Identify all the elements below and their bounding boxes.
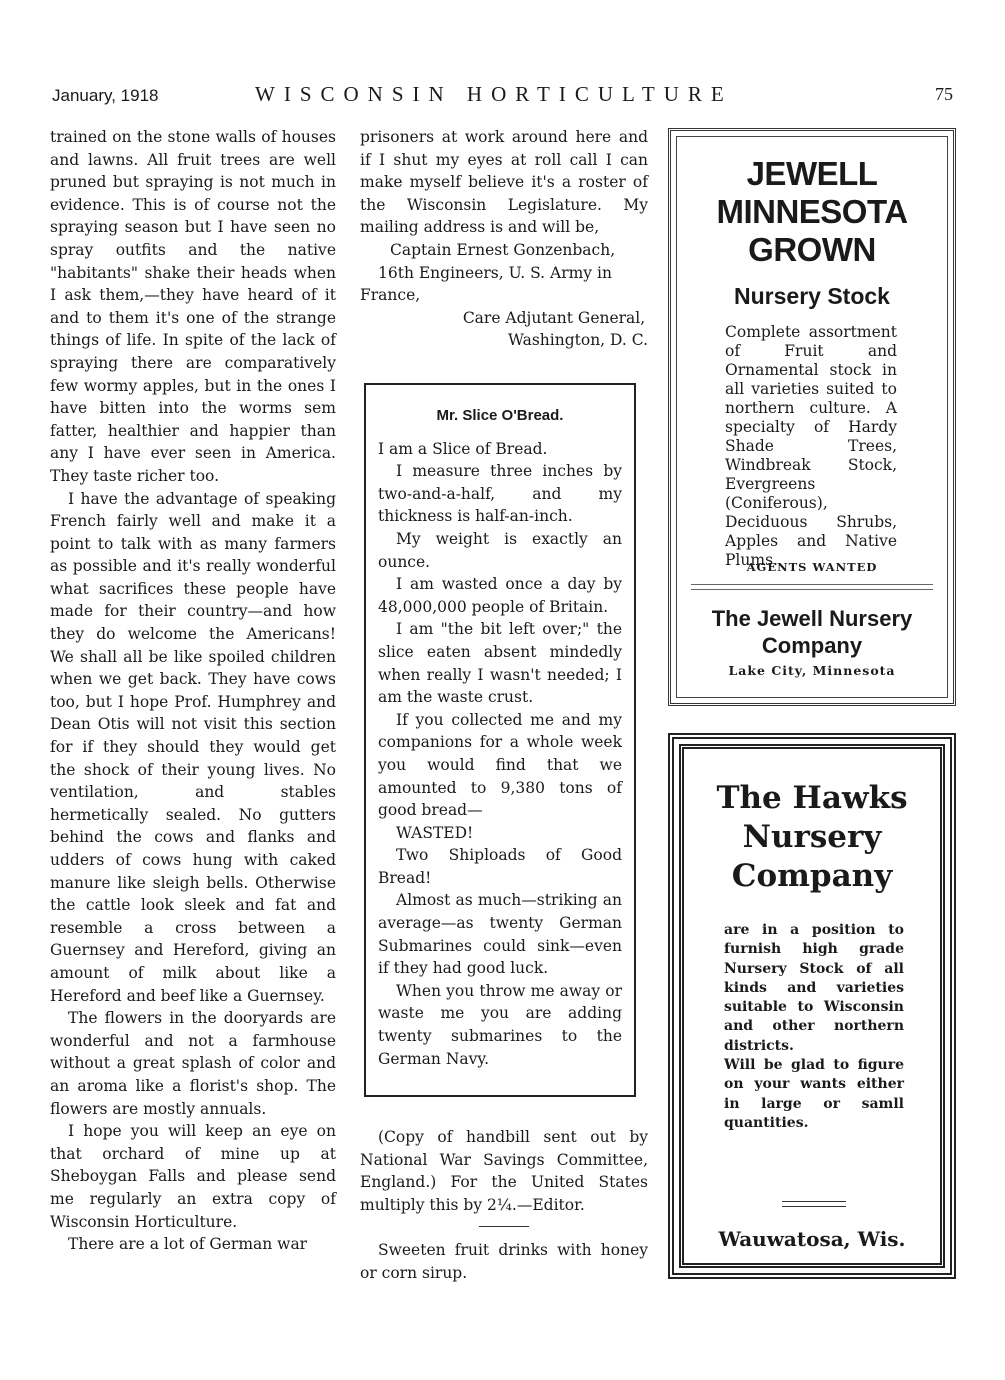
box-title: Mr. Slice O'Bread. xyxy=(436,407,564,424)
box-line: WASTED! xyxy=(396,823,474,842)
ad-body: are in a position to furnish high grade Nursery Stock of all kinds and varieties suitable to Wisconsin and other northern districts. Will be glad to figure on your wants either in large or samll quantities. xyxy=(724,922,904,1131)
box-line: I am "the bit left over;" the slice eaten absent mindedly when really I wasn't needed; I am the waste crust. xyxy=(378,620,622,707)
box-line: I measure three inches by two-and-a-half, and my thickness is half-an-inch. xyxy=(378,462,622,526)
paragraph: There are a lot of German war xyxy=(68,1235,308,1254)
ad-title: The Hawks Nursery Company xyxy=(716,780,908,894)
issue-date: January, 1918 xyxy=(52,86,159,105)
hawks-nursery-ad xyxy=(668,733,956,1279)
honey-tip: Sweeten fruit drinks with honey or corn sirup. xyxy=(360,1241,648,1282)
ad-title: JEWELL MINNESOTA GROWN xyxy=(716,155,908,268)
page-number: 75 xyxy=(935,84,953,104)
article-column-middle xyxy=(360,126,648,352)
box-line: I am a Slice of Bread. xyxy=(378,439,548,458)
editor-note: (Copy of handbill sent out by National War Savings Committee, England.) For the United States multiply this by 2¼.—Editor. xyxy=(360,1128,648,1214)
editor-note-section xyxy=(360,1126,648,1285)
signature-name: Captain Ernest Gonzenbach, xyxy=(390,240,616,259)
divider xyxy=(479,1226,529,1227)
paragraph: I have the advantage of speaking French fairly well and make it a point to talk with as many farmers as possible and it's really wonderful what sacrifices these people have made for their country—and how they do welcome the Americans! We shall all be like spoiled children when we get back. They have cows too, but I hope Prof. Humphrey and Dean Otis will not visit this section for if they should they would get the shock of their young lives. No ventilation, and stables hermetically sealed. No gutters behind the cows and flanks and udders of cows hung with caked manure like sleigh bells. Otherwise the cattle look sleek and fat and resemble a cross between a Guernsey and Hereford, giving an amount of milk about like a Hereford and beef like a Guernsey. xyxy=(50,489,336,1005)
paragraph: trained on the stone walls of houses and lawns. All fruit trees are well pruned but spraying is not much in evidence. This is of course not the spraying season but I have seen no spray outfits and the native "habitants" shake their heads when I ask them,—they have heard of it and to them it's one of the strange things of life. In spite of the lack of spraying there are comparatively few wormy apples, but in the ones I have bitten into the worms sem fatter, healthier and happier than any I have ever seen in America. They taste richer too. xyxy=(50,128,336,485)
company-city: Wauwatosa, Wis. xyxy=(718,1227,906,1251)
ad-body: Complete assortment of Fruit and Ornamental stock in all varieties suited to northern culture. A specialty of Hardy Shade Trees, Windbreak Stock, Evergreens (Coniferous), Deciduous Shrubs, Apples and Native Plums. xyxy=(725,323,897,569)
company-name: The Jewell Nursery Company xyxy=(711,606,913,658)
box-line: Almost as much—striking an average—as twenty German Submarines could sink—even if they had good luck. xyxy=(378,891,622,978)
box-line: Two Shiploads of Good Bread! xyxy=(378,846,622,887)
agents-wanted: AGENTS WANTED xyxy=(746,560,878,574)
signature-care: Care Adjutant General, xyxy=(462,308,646,327)
divider xyxy=(782,1201,846,1202)
ad-subtitle: Nursery Stock xyxy=(734,283,890,309)
journal-title: WISCONSIN HORTICULTURE xyxy=(255,82,733,106)
paragraph: prisoners at work around here and if I shut my eyes at roll call I can make myself believe it's a roster of the Wisconsin Legislature. My mailing address is and will be, xyxy=(360,128,648,237)
box-line: I am wasted once a day by 48,000,000 people of Britain. xyxy=(378,575,622,616)
paragraph: I hope you will keep an eye on that orchard of mine up at Sheboygan Falls and please send me regularly an extra copy of Wisconsin Horticulture. xyxy=(50,1122,336,1231)
article-column-left xyxy=(50,126,336,1256)
divider xyxy=(782,1206,846,1207)
jewell-nursery-ad xyxy=(668,128,956,706)
signature-city: Washington, D. C. xyxy=(508,331,648,350)
signature-unit: 16th Engineers, U. S. Army in France, xyxy=(360,263,612,305)
slice-of-bread-box xyxy=(364,383,636,1097)
box-line: My weight is exactly an ounce. xyxy=(378,529,622,571)
divider xyxy=(691,589,933,590)
company-city: Lake City, Minnesota xyxy=(728,663,896,678)
box-line: If you collected me and my companions for a whole week you would find that we amounted to 9,380 tons of good bread— xyxy=(378,710,622,820)
divider xyxy=(691,584,933,585)
paragraph: The flowers in the dooryards are wonderful and not a farmhouse without a great splash of color and an aroma like a florist's shop. The flowers are mostly annuals. xyxy=(50,1009,336,1118)
box-line: When you throw me away or waste me you are adding twenty submarines to the German Navy. xyxy=(378,981,622,1068)
